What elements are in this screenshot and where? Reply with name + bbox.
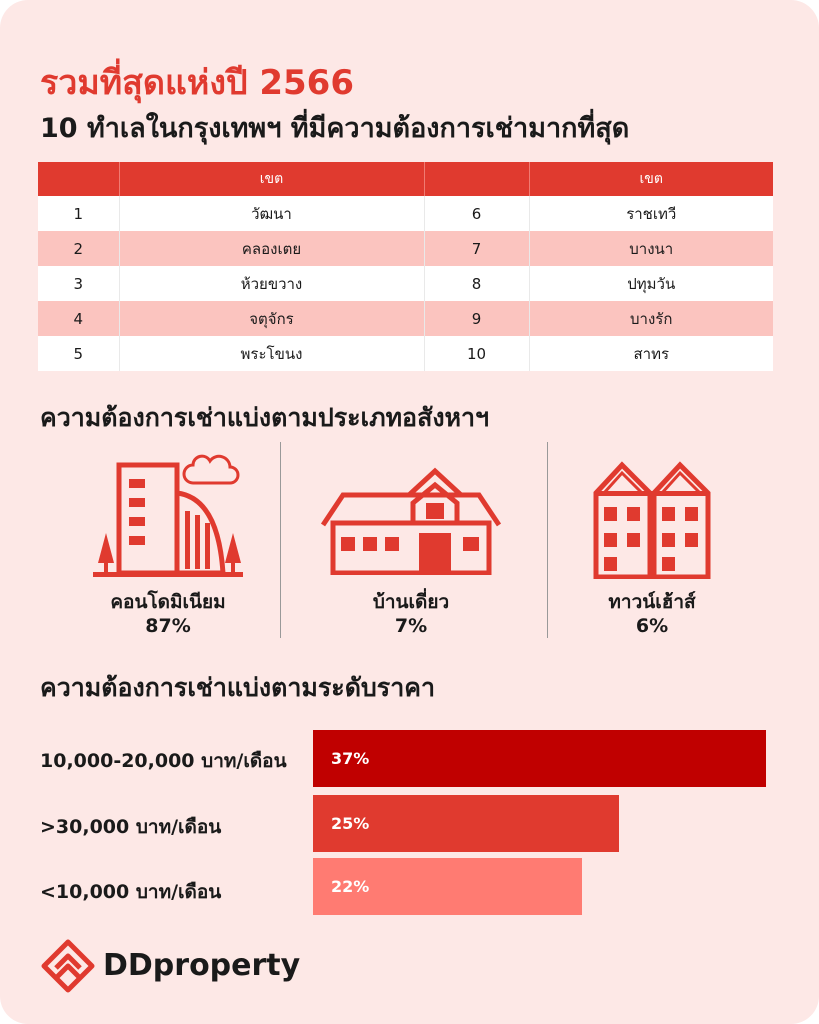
- rank-cell: 5: [38, 336, 119, 371]
- page-title: รวมที่สุดแห่งปี 2566: [40, 63, 354, 103]
- property-type-value: 87%: [145, 615, 191, 637]
- property-type-heading: ความต้องการเช่าแบ่งตามประเภทอสังหาฯ: [40, 403, 490, 432]
- property-type-label: ทาวน์เฮ้าส์: [608, 591, 696, 613]
- table-row: [38, 336, 773, 371]
- bar-value-label: 25%: [331, 814, 370, 833]
- table-header-cell: [424, 162, 529, 196]
- townhouse-icon: [592, 459, 712, 579]
- divider: [280, 442, 281, 638]
- rank-cell: 3: [38, 266, 119, 301]
- bar-category-label: 10,000-20,000 บาท/เดือน: [40, 750, 287, 772]
- rank-cell: 7: [424, 231, 529, 266]
- rank-cell: 10: [424, 336, 529, 371]
- table-header-district: เขต: [529, 162, 773, 196]
- table-header-row: [38, 162, 773, 196]
- rank-cell: 1: [38, 196, 119, 231]
- rank-cell: 6: [424, 196, 529, 231]
- district-ranking-table: [38, 162, 773, 371]
- rank-cell: 8: [424, 266, 529, 301]
- district-cell: บางนา: [529, 231, 773, 266]
- rank-cell: 2: [38, 231, 119, 266]
- property-type-label: บ้านเดี่ยว: [372, 591, 450, 613]
- bar-category-label: >30,000 บาท/เดือน: [40, 816, 222, 838]
- detached-house-icon: [321, 465, 501, 575]
- price-bar: [313, 730, 766, 787]
- district-cell: ปทุมวัน: [529, 266, 773, 301]
- table-row: [38, 266, 773, 301]
- table-row: [38, 196, 773, 231]
- rank-cell: 9: [424, 301, 529, 336]
- rank-cell: 4: [38, 301, 119, 336]
- district-cell: คลองเตย: [119, 231, 424, 266]
- property-type-label: คอนโดมิเนียม: [110, 591, 226, 613]
- price-level-heading: ความต้องการเช่าแบ่งตามระดับราคา: [40, 673, 436, 702]
- property-type-condominium: [48, 445, 288, 645]
- district-cell: ราชเทวี: [529, 196, 773, 231]
- property-type-value: 7%: [394, 615, 428, 637]
- condominium-icon: [93, 453, 243, 578]
- district-cell: วัฒนา: [119, 196, 424, 231]
- bar-category-label: <10,000 บาท/เดือน: [40, 881, 222, 903]
- bar-value-label: 37%: [331, 749, 370, 768]
- property-type-detached-house: [291, 445, 531, 645]
- brand-name: DDproperty: [103, 948, 301, 983]
- property-type-townhouse: [532, 445, 772, 645]
- page-subtitle: 10 ทำเลในกรุงเทพฯ ที่มีความต้องการเช่ามากที่สุด: [40, 113, 630, 144]
- district-cell: ห้วยขวาง: [119, 266, 424, 301]
- district-cell: พระโขนง: [119, 336, 424, 371]
- district-cell: สาทร: [529, 336, 773, 371]
- table-header-district: เขต: [119, 162, 424, 196]
- district-cell: บางรัก: [529, 301, 773, 336]
- table-header-cell: [38, 162, 119, 196]
- bar-value-label: 22%: [331, 877, 370, 896]
- property-type-value: 6%: [635, 615, 669, 637]
- ddproperty-logo-icon: [40, 938, 96, 994]
- table-row: [38, 301, 773, 336]
- district-cell: จตุจักร: [119, 301, 424, 336]
- table-row: [38, 231, 773, 266]
